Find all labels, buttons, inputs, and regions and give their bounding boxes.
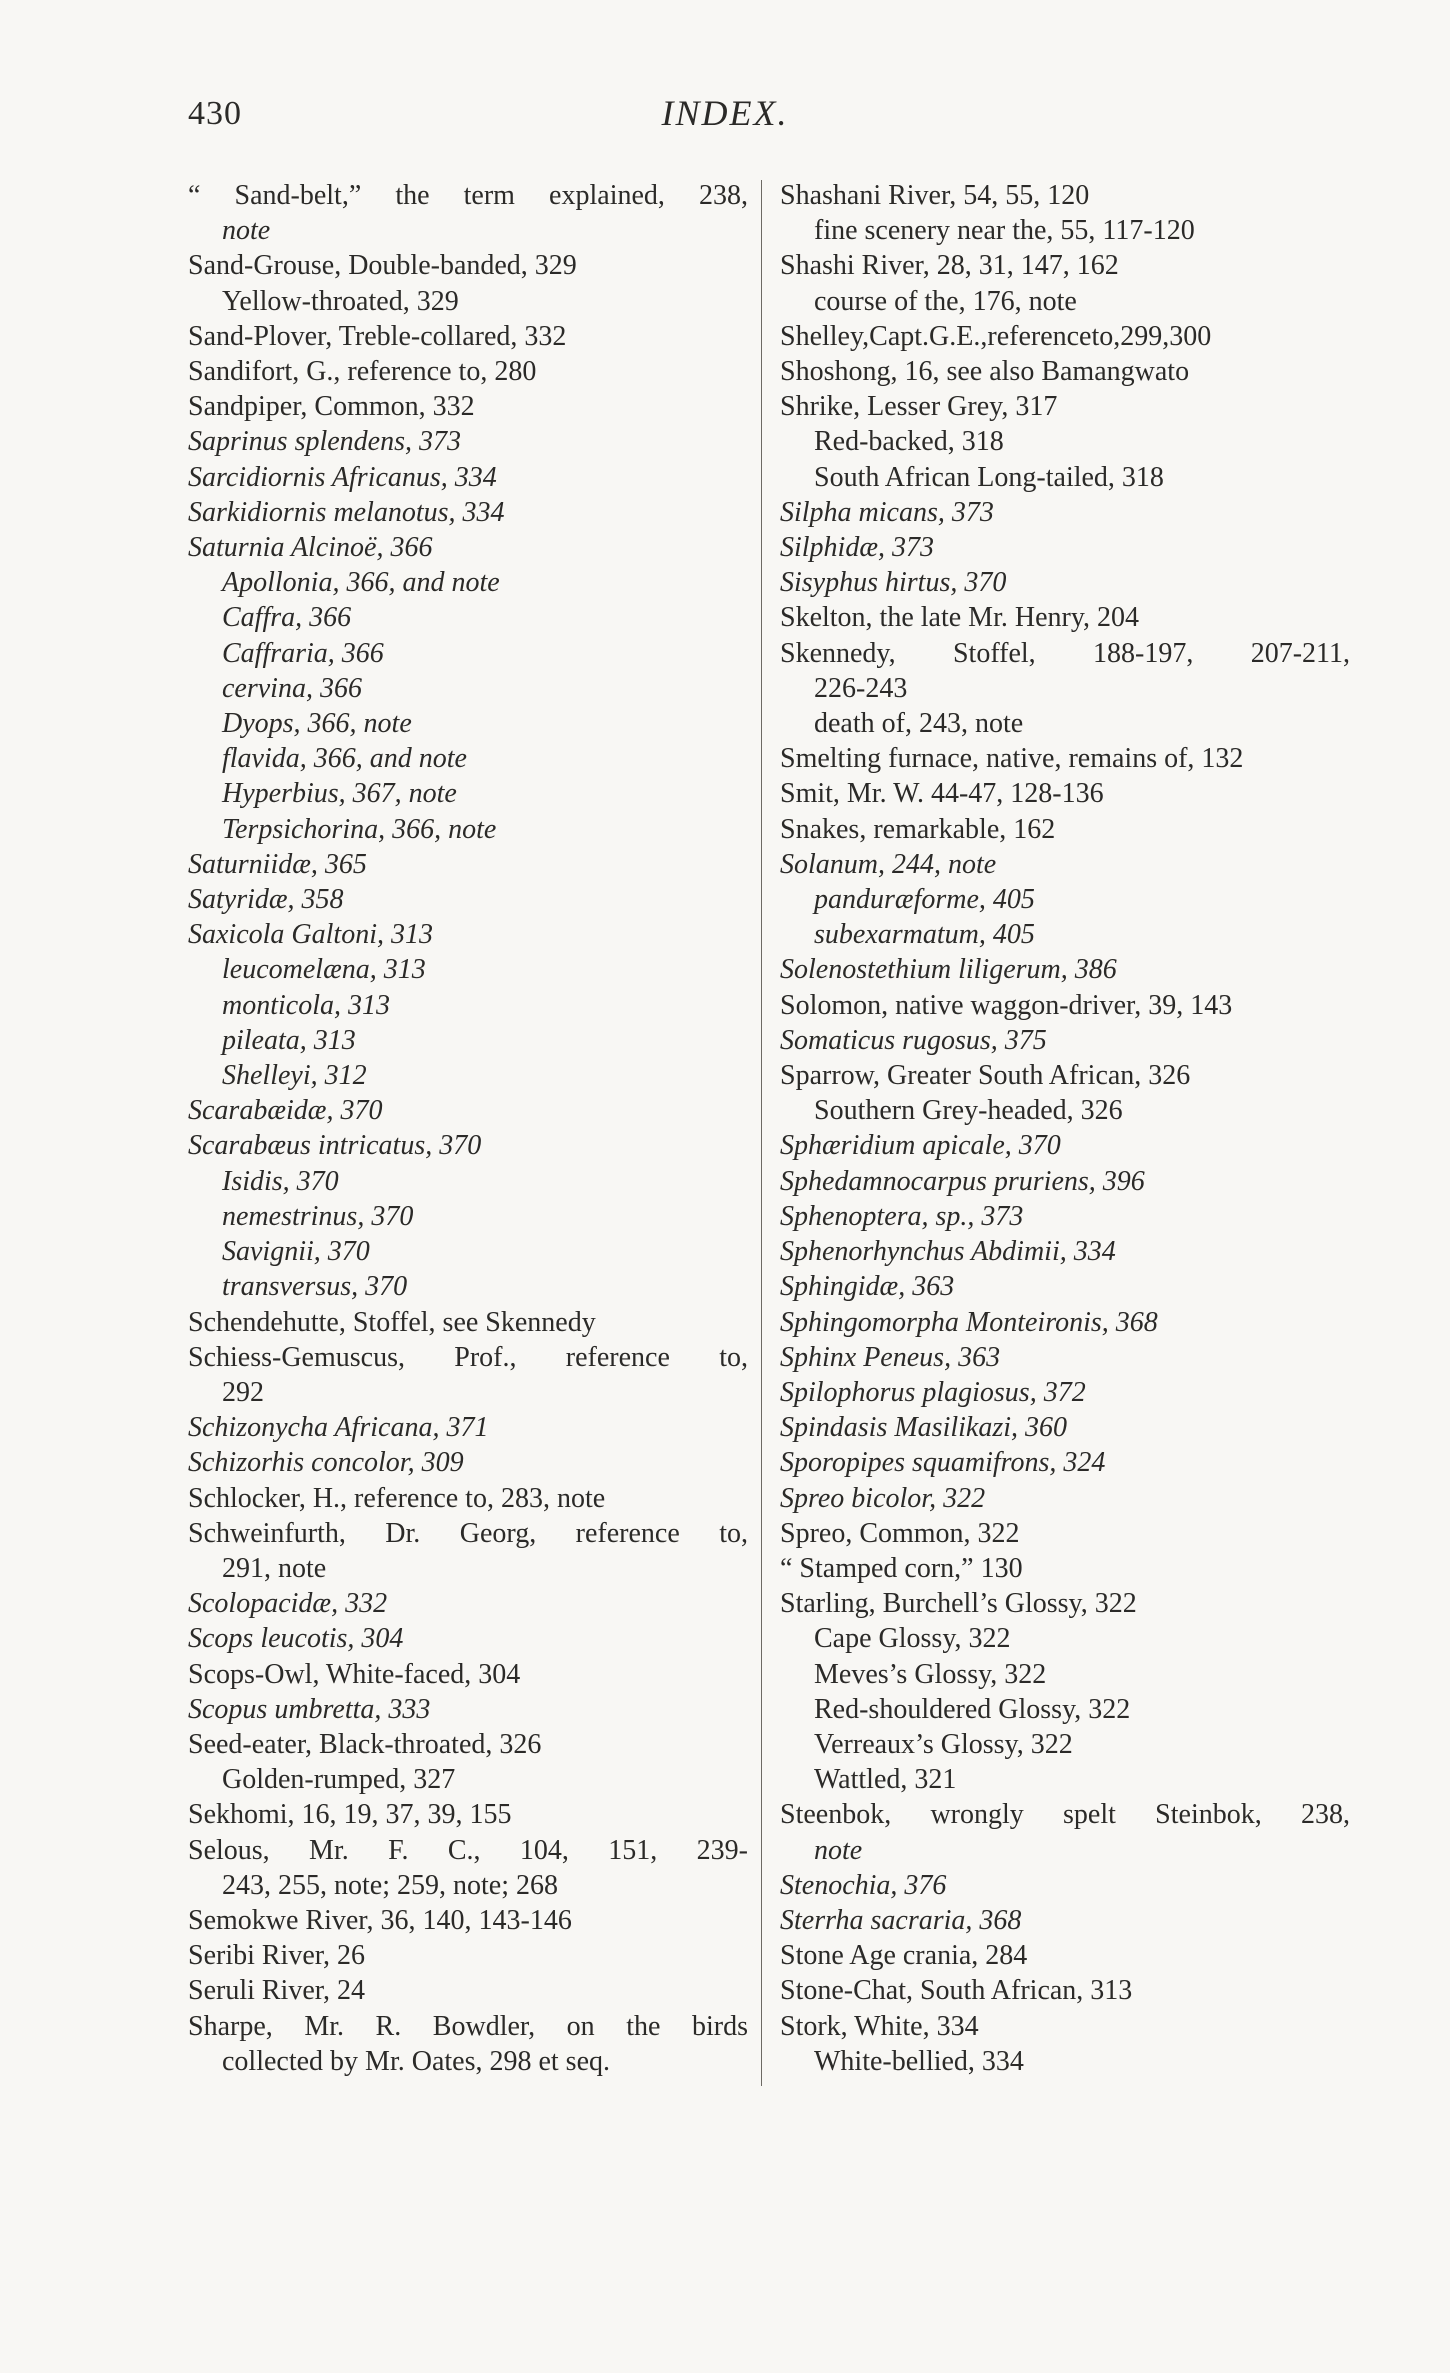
index-entry: Wattled, 321 (814, 1764, 957, 1796)
index-entry: Shoshong, 16, see also Bamangwato (780, 356, 1190, 388)
index-entry: Smit, Mr. W. 44-47, 128-136 (780, 778, 1104, 810)
index-entry: Yellow-throated, 329 (222, 285, 459, 317)
index-entry: Schweinfurth, Dr. Georg, reference to, (188, 1517, 748, 1549)
index-entry: Golden-rumped, 327 (222, 1764, 456, 1796)
index-entry: Sterrha sacraria, 368 (780, 1904, 1022, 1936)
index-entry: Sarcidiornis Africanus, 334 (188, 461, 497, 493)
index-entry: Schlocker, H., reference to, 283, note (188, 1482, 606, 1514)
index-entry: death of, 243, note (814, 708, 1024, 740)
index-entry: Scops leucotis, 304 (188, 1623, 404, 1655)
index-entry: Scopus umbretta, 333 (188, 1693, 431, 1725)
index-entry: Apollonia, 366, and note (222, 567, 500, 599)
index-entry: Seruli River, 24 (188, 1975, 365, 2007)
index-entry: Solanum, 244, note (780, 848, 997, 880)
index-entry: Spilophorus plagiosus, 372 (780, 1376, 1086, 1408)
index-entry: Meves’s Glossy, 322 (814, 1658, 1047, 1690)
index-entry: Seed-eater, Black-throated, 326 (188, 1728, 542, 1760)
index-entry: Isidis, 370 (222, 1165, 339, 1197)
index-entry: Solomon, native waggon-driver, 39, 143 (780, 989, 1233, 1021)
index-entry: 291, note (222, 1552, 327, 1584)
running-title: INDEX. (661, 93, 789, 133)
index-entry: Seribi River, 26 (188, 1940, 365, 1972)
index-entry: Sandifort, G., reference to, 280 (188, 356, 537, 388)
index-entry: Silphidæ, 373 (780, 532, 935, 564)
index-entry: Sphenoptera, sp., 373 (780, 1200, 1024, 1232)
index-entry: Cape Glossy, 322 (814, 1623, 1011, 1655)
index-entry: nemestrinus, 370 (222, 1200, 414, 1232)
index-entry: transversus, 370 (222, 1271, 408, 1303)
index-entry: Southern Grey-headed, 326 (814, 1095, 1123, 1127)
index-entry: Silpha micans, 373 (780, 496, 994, 528)
index-entry: Scarabæus intricatus, 370 (188, 1130, 482, 1162)
index-entry: Sphedamnocarpus pruriens, 396 (780, 1165, 1145, 1197)
index-entry: Sphingomorpha Monteironis, 368 (780, 1306, 1158, 1338)
index-entry: Sisyphus hirtus, 370 (780, 567, 1007, 599)
index-entry: Sphingidæ, 363 (780, 1271, 955, 1303)
index-entry: course of the, 176, note (814, 285, 1077, 317)
index-entry: Sharpe, Mr. R. Bowdler, on the birds (188, 2010, 748, 2042)
index-entry: leucomelæna, 313 (222, 954, 426, 986)
index-entry: 292 (222, 1376, 264, 1408)
index-entry: Satyridæ, 358 (188, 884, 344, 916)
index-entry: note (814, 1834, 863, 1866)
index-entry: pileata, 313 (222, 1024, 356, 1056)
index-entry: Dyops, 366, note (222, 708, 412, 740)
index-entry: Selous, Mr. F. C., 104, 151, 239- (188, 1834, 748, 1866)
index-entry: Snakes, remarkable, 162 (780, 813, 1056, 845)
index-entry: Sphenorhynchus Abdimii, 334 (780, 1236, 1116, 1268)
index-entry: Shelley,Capt.G.E.,referenceto,299,300 (780, 320, 1212, 352)
index-entry: note (222, 215, 271, 247)
index-entry: Sekhomi, 16, 19, 37, 39, 155 (188, 1799, 512, 1831)
index-entry: Sand-Grouse, Double-banded, 329 (188, 250, 577, 282)
index-entry: Saturnia Alcinoë, 366 (188, 532, 433, 564)
index-entry: collected by Mr. Oates, 298 et seq. (222, 2045, 611, 2077)
index-entry: Spreo bicolor, 322 (780, 1482, 986, 1514)
index-entry: Spindasis Masilikazi, 360 (780, 1412, 1068, 1444)
index-entry: 226-243 (814, 672, 908, 704)
index-entry: Schizorhis concolor, 309 (188, 1447, 464, 1479)
index-entry: “ Sand-belt,” the term explained, 238, (188, 180, 748, 211)
index-entry: Scarabæidæ, 370 (188, 1095, 383, 1127)
page-number: 430 (188, 95, 242, 132)
index-entry: Sporopipes squamifrons, 324 (780, 1447, 1106, 1479)
index-entry: monticola, 313 (222, 989, 390, 1021)
index-entry: Saxicola Galtoni, 313 (188, 919, 433, 951)
index-entry: Skelton, the late Mr. Henry, 204 (780, 602, 1140, 634)
index-entry: Verreaux’s Glossy, 322 (814, 1728, 1073, 1760)
index-entry: flavida, 366, and note (222, 743, 467, 775)
column-divider (761, 180, 762, 2086)
index-entry: Stork, White, 334 (780, 2010, 979, 2042)
index-entry: Caffra, 366 (222, 602, 352, 634)
index-entry: Somaticus rugosus, 375 (780, 1024, 1047, 1056)
index-entry: Shashani River, 54, 55, 120 (780, 180, 1090, 211)
index-entry: Shashi River, 28, 31, 147, 162 (780, 250, 1119, 282)
index-entry: Starling, Burchell’s Glossy, 322 (780, 1588, 1137, 1620)
index-entry: cervina, 366 (222, 672, 362, 704)
index-entry: “ Stamped corn,” 130 (780, 1552, 1023, 1584)
index-entry: Solenostethium liligerum, 386 (780, 954, 1117, 986)
index-entry: Red-shouldered Glossy, 322 (814, 1693, 1131, 1725)
index-entry: Saprinus splendens, 373 (188, 426, 461, 458)
index-entry: Schendehutte, Stoffel, see Skennedy (188, 1306, 596, 1338)
index-entry: Smelting furnace, native, remains of, 132 (780, 743, 1244, 775)
index-entry: 243, 255, note; 259, note; 268 (222, 1869, 558, 1901)
index-entry: Sand-Plover, Treble-collared, 332 (188, 320, 567, 352)
index-entry: Shelleyi, 312 (222, 1060, 367, 1092)
index-entry: Saturniidæ, 365 (188, 848, 367, 880)
index-entry: fine scenery near the, 55, 117-120 (814, 215, 1195, 247)
index-column-right (780, 178, 1350, 2079)
index-entry: Steenbok, wrongly spelt Steinbok, 238, (780, 1799, 1350, 1831)
index-entry: Skennedy, Stoffel, 188-197, 207-211, (780, 637, 1350, 669)
index-entry: Scops-Owl, White-faced, 304 (188, 1658, 521, 1690)
index-entry: Stone-Chat, South African, 313 (780, 1975, 1133, 2007)
index-column-left (188, 178, 748, 2079)
index-entry: White-bellied, 334 (814, 2045, 1024, 2077)
index-entry: Shrike, Lesser Grey, 317 (780, 391, 1058, 423)
index-entry: Sphinx Peneus, 363 (780, 1341, 1001, 1373)
index-entry: Hyperbius, 367, note (222, 778, 457, 810)
index-entry: Sarkidiornis melanotus, 334 (188, 496, 505, 528)
index-entry: subexarmatum, 405 (814, 919, 1035, 951)
index-entry: Terpsichorina, 366, note (222, 813, 497, 845)
index-entry: Semokwe River, 36, 140, 143-146 (188, 1904, 572, 1936)
index-entry: Sandpiper, Common, 332 (188, 391, 475, 423)
index-entry: Red-backed, 318 (814, 426, 1004, 458)
index-entry: Savignii, 370 (222, 1236, 370, 1268)
index-entry: Sphæridium apicale, 370 (780, 1130, 1061, 1162)
index-entry: Sparrow, Greater South African, 326 (780, 1060, 1191, 1092)
index-entry: panduræforme, 405 (814, 884, 1035, 916)
index-entry: Caffraria, 366 (222, 637, 384, 669)
index-entry: Spreo, Common, 322 (780, 1517, 1020, 1549)
index-entry: Scolopacidæ, 332 (188, 1588, 388, 1620)
index-entry: Stone Age crania, 284 (780, 1940, 1028, 1972)
index-entry: South African Long-tailed, 318 (814, 461, 1164, 493)
index-entry: Schizonycha Africana, 371 (188, 1412, 489, 1444)
index-entry: Stenochia, 376 (780, 1869, 947, 1901)
index-entry: Schiess-Gemuscus, Prof., reference to, (188, 1341, 748, 1373)
